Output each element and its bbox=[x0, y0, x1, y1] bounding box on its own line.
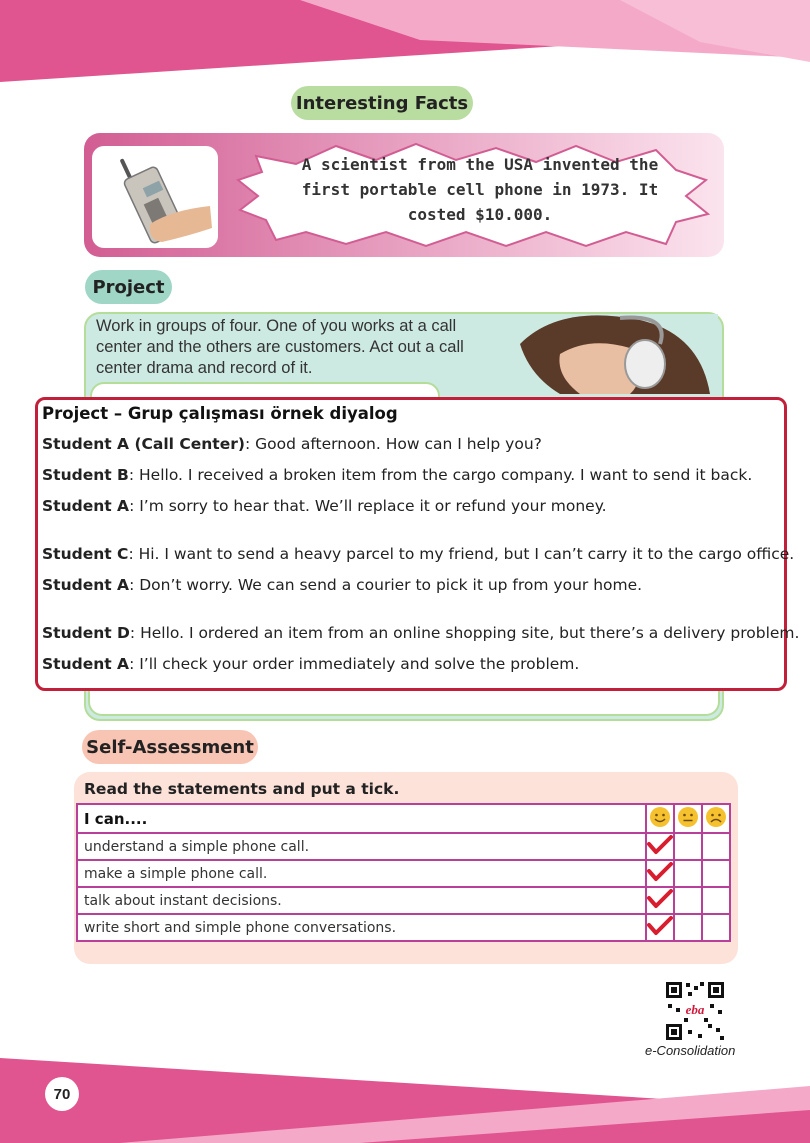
dialogue-line bbox=[42, 653, 780, 684]
table-row bbox=[77, 914, 730, 941]
table-header-row bbox=[77, 804, 730, 833]
utterance: : Hello. I received a broken item from the cargo company. I want to send it back. bbox=[128, 466, 753, 484]
empty-tick-cell[interactable] bbox=[702, 860, 730, 887]
sad-face-icon bbox=[702, 804, 730, 833]
dialogue-line bbox=[42, 495, 780, 526]
top-banner bbox=[0, 0, 810, 90]
empty-tick-cell[interactable] bbox=[674, 914, 702, 941]
utterance: : I’ll check your order immediately and solve the problem. bbox=[129, 655, 580, 673]
tick-mark-icon[interactable] bbox=[646, 833, 674, 860]
dialogue-line bbox=[42, 574, 780, 605]
speaker: Student A bbox=[42, 655, 130, 673]
project-heading: Project bbox=[85, 270, 172, 304]
tick-mark-icon[interactable] bbox=[646, 860, 674, 887]
empty-tick-cell[interactable] bbox=[702, 833, 730, 860]
facts-text: A scientist from the USA invented the first portable cell phone in 1973. It costed $10.000. bbox=[301, 155, 659, 224]
statement: write short and simple phone conversations. bbox=[77, 914, 646, 941]
headset-woman-image bbox=[500, 314, 718, 394]
dialogue-line bbox=[42, 543, 795, 574]
utterance: : Hello. I ordered an item from an online shopping site, but there’s a delivery problem. bbox=[129, 624, 800, 642]
page-number: 70 bbox=[45, 1077, 79, 1111]
dialogue-line bbox=[42, 464, 780, 495]
self-assessment-instruction: Read the statements and put a tick. bbox=[84, 780, 400, 798]
self-assessment-heading: Self-Assessment bbox=[82, 730, 258, 764]
dialogue-line bbox=[42, 433, 780, 464]
empty-tick-cell[interactable] bbox=[674, 860, 702, 887]
i-can-header: I can.... bbox=[77, 804, 646, 833]
empty-tick-cell[interactable] bbox=[702, 914, 730, 941]
happy-face-icon bbox=[646, 804, 674, 833]
eba-logo-text: eba bbox=[685, 1002, 705, 1017]
empty-tick-cell[interactable] bbox=[702, 887, 730, 914]
dialogue-overlay bbox=[35, 397, 800, 691]
speaker: Student A bbox=[42, 576, 130, 594]
bottom-banner bbox=[0, 1050, 810, 1143]
statement: talk about instant decisions. bbox=[77, 887, 646, 914]
speaker: Student A bbox=[42, 497, 130, 515]
utterance: : I’m sorry to hear that. We’ll replace it or refund your money. bbox=[129, 497, 607, 515]
e-consolidation-label[interactable]: e-Consolidation bbox=[645, 1043, 736, 1058]
statement: understand a simple phone call. bbox=[77, 833, 646, 860]
brick-phone-icon bbox=[92, 146, 218, 248]
speaker: Student B bbox=[42, 466, 129, 484]
speaker: Student A (Call Center) bbox=[42, 435, 245, 453]
cell-phone-image bbox=[92, 146, 218, 248]
neutral-face-icon bbox=[674, 804, 702, 833]
table-row bbox=[77, 887, 730, 914]
speaker: Student C bbox=[42, 545, 129, 563]
statement: make a simple phone call. bbox=[77, 860, 646, 887]
table-row bbox=[77, 833, 730, 860]
tick-mark-icon[interactable] bbox=[646, 914, 674, 941]
empty-tick-cell[interactable] bbox=[674, 887, 702, 914]
qr-code-icon[interactable] bbox=[664, 980, 726, 1042]
empty-tick-cell[interactable] bbox=[674, 833, 702, 860]
project-instruction: Work in groups of four. One of you works at a call center and the others are customers. Act out a call center drama and record of it. bbox=[96, 317, 464, 377]
speaker: Student D bbox=[42, 624, 130, 642]
self-assessment-table bbox=[76, 803, 731, 942]
utterance: : Don’t worry. We can send a courier to pick it up from your home. bbox=[129, 576, 643, 594]
table-row bbox=[77, 860, 730, 887]
overlay-title: Project – Grup çalışması örnek diyalog bbox=[42, 404, 398, 423]
interesting-facts-heading: Interesting Facts bbox=[291, 86, 473, 120]
utterance: : Hi. I want to send a heavy parcel to my friend, but I can’t carry it to the cargo office. bbox=[128, 545, 795, 563]
tick-mark-icon[interactable] bbox=[646, 887, 674, 914]
dialogue-line bbox=[42, 622, 800, 653]
utterance: : Good afternoon. How can I help you? bbox=[244, 435, 542, 453]
